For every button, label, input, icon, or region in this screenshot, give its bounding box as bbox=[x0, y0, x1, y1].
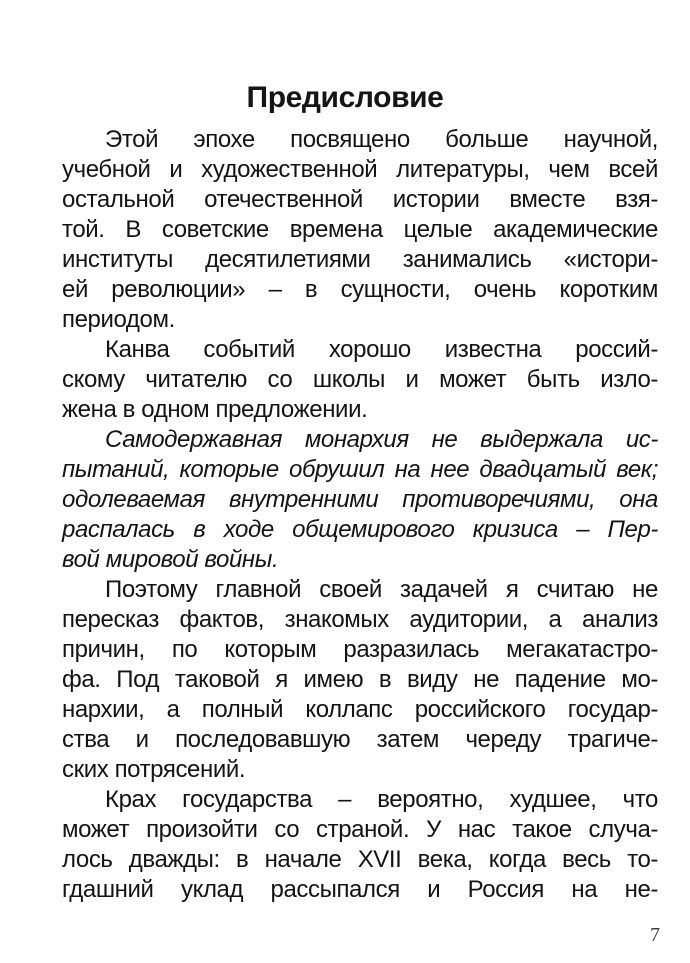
text-line: периодом. bbox=[62, 306, 175, 333]
text-line: Канва событий хорошо известна россий- bbox=[105, 336, 658, 363]
text-line: одолеваемая внутренними противоречиями, она bbox=[62, 486, 658, 513]
text-line: пересказ фактов, знакомых аудитории, а анализ bbox=[62, 606, 658, 633]
text-line: скому читателю со школы и может быть изло- bbox=[62, 366, 658, 393]
text-line: жена в одном предложении. bbox=[62, 396, 368, 423]
text-line: фа. Под таковой я имею в виду не падение мо- bbox=[62, 666, 658, 693]
text-line: Самодержавная монархия не выдержала ис- bbox=[105, 426, 658, 453]
text-line: Поэтому главной своей задачей я считаю не bbox=[105, 576, 658, 603]
text-line: ских потрясений. bbox=[62, 756, 246, 783]
text-line: Этой эпохе посвящено больше научной, bbox=[105, 126, 658, 153]
page-number: 7 bbox=[650, 924, 660, 946]
text-line: нархии, а полный коллапс российского государ- bbox=[62, 696, 658, 723]
text-line: распалась в ходе общемирового кризиса – Пер- bbox=[62, 516, 658, 543]
text-line: лось дважды: в начале XVII века, когда весь то- bbox=[62, 846, 658, 873]
text-block bbox=[62, 125, 658, 905]
text-line: вой мировой войны. bbox=[62, 546, 279, 573]
text-line: учебной и художественной литературы, чем всей bbox=[62, 156, 658, 183]
text-line: может произойти со страной. У нас такое случа- bbox=[62, 816, 658, 843]
text-line: институты десятилетиями занимались «истори- bbox=[62, 246, 658, 273]
text-line: пытаний, которые обрушил на нее двадцатый век; bbox=[62, 456, 658, 483]
text-line: причин, по которым разразилась мегакатастро- bbox=[62, 636, 658, 663]
text-line: остальной отечественной истории вместе взя- bbox=[62, 186, 658, 213]
page-title: Предисловие bbox=[246, 81, 444, 114]
text-line: Крах государства – вероятно, худшее, что bbox=[105, 786, 658, 813]
text-line: ства и последовавшую затем череду трагиче- bbox=[62, 726, 658, 753]
text-line: гдашний уклад рассыпался и Россия на не- bbox=[62, 876, 658, 903]
text-line: ей революции» – в сущности, очень коротким bbox=[62, 276, 658, 303]
text-line: той. В советские времена целые академические bbox=[62, 216, 658, 243]
